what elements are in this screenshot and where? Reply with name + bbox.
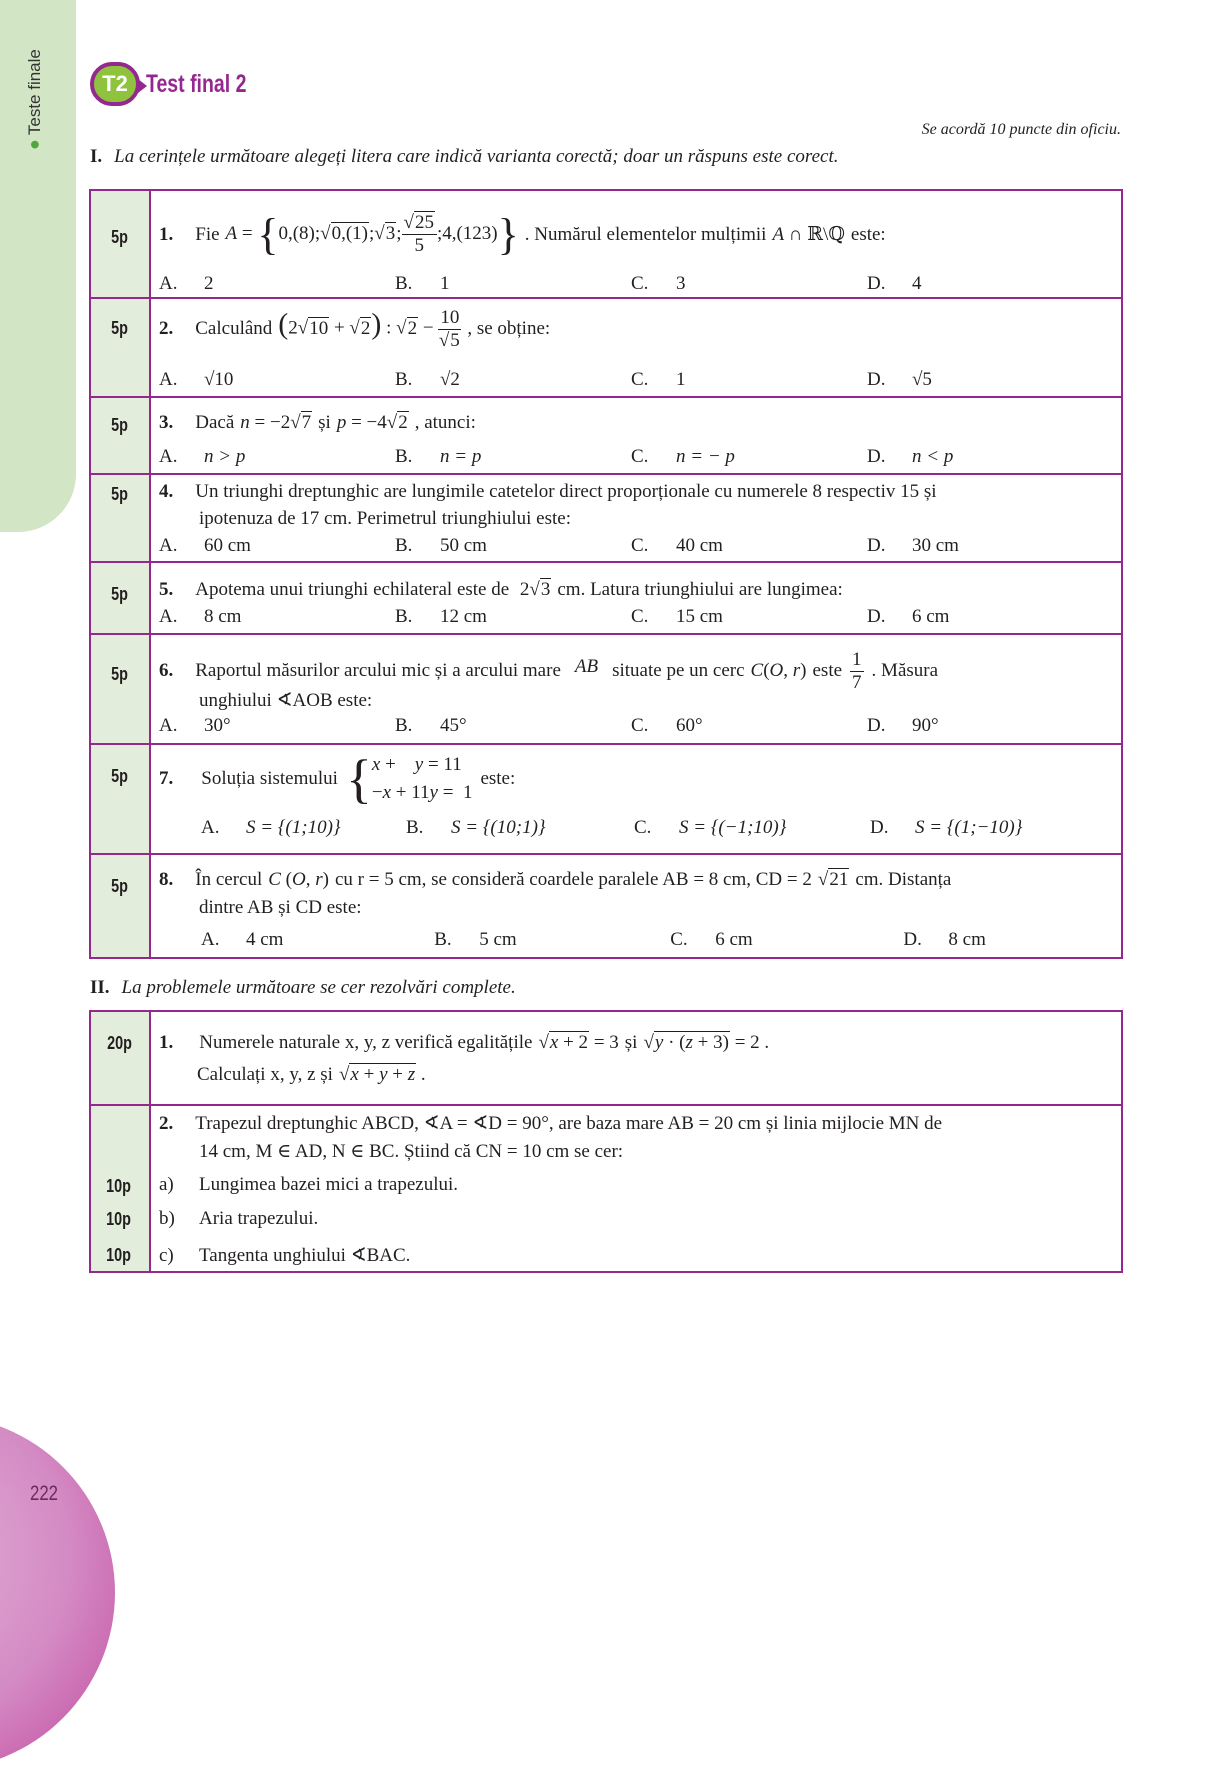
option-d[interactable]: D. S = {(1;−10)} [870,817,1023,838]
answer-options [159,369,1119,391]
answer-options [159,606,1119,628]
problem-row [90,1011,1122,1105]
answer-options [159,715,1119,737]
question-row [90,562,1122,634]
question-6: 6. Raportul măsurilor arcului mic și a arcului mare AB situate pe un cerc C(O, r) este $\frac{1}{7}$ . Măsura unghiului ∢AOB este: A. 30° B. 45° C. 60° D. 90° [150,634,1122,744]
option-b[interactable]: B. 12 cm [395,606,487,627]
problem-2: 2. Trapezul dreptunghic ABCD, ∢A = ∢D = 90°, are baza mare AB = 20 cm și linia mijlocie MN de 14 cm, M ∈ AD, N ∈ BC. Știind că CN = 10 cm se cer: a) Lungimea bazei mici a trapezului. b) Aria trapezului. c) Tangenta unghiului ∢BAC. [150,1105,1122,1272]
question-7: 7. Soluția sistemului { x + y = 11 −x + 11y = 1 este: A. S = {(1;10)} B. S = {(10;1)} C. S = {(−1;10)} D. S = {(1;−10)} [150,744,1122,854]
option-c[interactable]: C. 60° [631,715,703,736]
question-row [90,634,1122,744]
points-cell: 5p [90,298,150,397]
option-a[interactable]: A. 30° [159,715,231,736]
section-1-table [89,189,1123,959]
option-d[interactable]: D. √5 [867,369,932,390]
option-d[interactable]: D. 30 cm [867,535,959,556]
page-number: 222 [30,1482,59,1505]
question-1: 1. Fie A = {0,(8);√0,(1);√3; $\frac{√25}{5}$ ;4,(123)} . Numărul elementelor mulțimii A ∩ ℝ\ℚ este: A. 2 B. 1 C. 3 D. 4 [150,190,1122,298]
question-5: 5. Apotema unui triunghi echilateral este de 2√3 cm. Latura triunghiului are lungimea: A. 8 cm B. 12 cm C. 15 cm D. 6 cm [150,562,1122,634]
option-b[interactable]: B. 45° [395,715,467,736]
points-cell: 5p [90,474,150,562]
bullet-icon: ● [24,139,44,150]
equation-system: { x + y = 11 −x + 11y = 1 [345,748,473,809]
sum-root-expression: √x + y + z . [338,1064,426,1085]
answer-options [159,446,1119,468]
ratio-fraction: $\frac{1}{7}$ [852,649,862,693]
option-b[interactable]: B. n = p [395,446,482,467]
expression: (2√10 + √2) : √2 − $\frac{10}{√5}$ [278,307,460,351]
option-a[interactable]: A. 8 cm [159,606,242,627]
option-c[interactable]: C. 40 cm [631,535,723,556]
option-c[interactable]: C. 15 cm [631,606,723,627]
option-a[interactable]: A. 60 cm [159,535,251,556]
section-2-table [89,1010,1123,1273]
question-2: 2. Calculând (2√10 + √2) : √2 − $\frac{10}{√5}$ , se obține: A. √10 B. √2 C. 1 D. √5 [150,298,1122,397]
part-b: b) Aria trapezului. [159,1208,319,1229]
question-4: 4. Un triunghi dreptunghic are lungimile catetelor direct proporționale cu numerele 8 respectiv 15 și ipotenuza de 17 cm. Perimetrul triunghiului este: A. 60 cm B. 50 cm C. 40 cm D. 30 cm [150,474,1122,562]
question-row [90,854,1122,958]
section-instructions: La problemele următoare se cer rezolvări complete. [121,977,516,998]
question-3: 3. Dacă n = −2√7 și p = −4√2 , atunci: A. n > p B. n = p C. n = − p D. n < p [150,397,1122,474]
sqrt-21: √21 [817,869,849,890]
points-cell: 5p [90,854,150,958]
option-d[interactable]: D. n < p [867,446,954,467]
section-number: II. [90,977,110,998]
side-tab-label: ●Teste finale [24,49,44,150]
points-cell: 5p [90,634,150,744]
question-row [90,397,1122,474]
section-1-heading [90,146,838,168]
circle-notation: C(O, r) [750,660,807,682]
page-title: Test final 2 [146,70,247,98]
points-cell: 5p [90,397,150,474]
section-2-heading [90,977,516,999]
problem-row [90,1105,1122,1272]
part-c: c) Tangenta unghiului ∢BAC. [159,1245,411,1266]
answer-options [159,273,1119,295]
option-b[interactable]: B. S = {(10;1)} [406,817,546,838]
points-cell: 10p 10p 10p [90,1105,150,1272]
points-cell: 5p [90,190,150,298]
circle-notation: C (O, r) [268,869,329,890]
page-corner-decoration [0,1415,115,1770]
option-c[interactable]: C. 3 [631,273,686,294]
points-cell: 5p [90,562,150,634]
test-badge: T2 [90,62,140,106]
option-b[interactable]: B. 1 [395,273,450,294]
option-a[interactable]: A. n > p [159,446,246,467]
option-a[interactable]: A. S = {(1;10)} [201,817,341,838]
side-tab [0,0,76,532]
bonus-points-note: Se acordă 10 puncte din oficiu. [921,121,1121,138]
question-row [90,298,1122,397]
set-intersection-expression: A ∩ ℝ\ℚ [772,224,845,245]
apothem-value: 2√3 [515,579,551,600]
option-a[interactable]: A. √10 [159,369,234,390]
equation-2: √y · (z + 3) = 2 . [643,1032,770,1053]
p-definition: p = −4√2 [336,412,408,433]
arc-AB: AB [574,656,599,678]
question-row [90,744,1122,854]
option-c[interactable]: C. S = {(−1;10)} [634,817,787,838]
option-b[interactable]: B. 50 cm [395,535,487,556]
points-cell: 20p [90,1011,150,1105]
n-definition: n = −2√7 [240,412,312,433]
option-c[interactable]: C. 6 cm [670,929,753,950]
option-b[interactable]: B. 5 cm [434,929,517,950]
answer-options [159,535,1119,557]
section-instructions: La cerințele următoare alegeți litera care indică varianta corectă; doar un răspuns este corect. [114,146,839,167]
option-d[interactable]: D. 90° [867,715,939,736]
part-a: a) Lungimea bazei mici a trapezului. [159,1174,459,1195]
option-c[interactable]: C. n = − p [631,446,735,467]
answer-options [201,929,1121,951]
question-row [90,190,1122,298]
option-d[interactable]: D. 8 cm [903,929,986,950]
section-number: I. [90,146,103,167]
option-a[interactable]: A. 4 cm [201,929,284,950]
problem-1: 1. Numerele naturale x, y, z verifică egalitățile √x + 2 = 3 și √y · (z + 3) = 2 . Calculați x, y, z și √x + y + z . [150,1011,1122,1105]
question-8: 8. În cercul C (O, r) cu r = 5 cm, se consideră coardele paralele AB = 8 cm, CD = 2 √21 cm. Distanța dintre AB și CD este: A. 4 cm B. 5 cm C. 6 cm D. 8 cm [150,854,1122,958]
option-b[interactable]: B. √2 [395,369,460,390]
set-A-expression: A = {0,(8);√0,(1);√3; $\frac{√25}{5}$ ;4,(123)} [225,210,519,259]
points-cell: 5p [90,744,150,854]
option-d[interactable]: D. 6 cm [867,606,950,627]
answer-options [201,817,1121,839]
equation-1: √x + 2 = 3 [538,1032,619,1053]
question-row [90,474,1122,562]
option-d[interactable]: D. 4 [867,273,922,294]
option-c[interactable]: C. 1 [631,369,686,390]
option-a[interactable]: A. 2 [159,273,214,294]
